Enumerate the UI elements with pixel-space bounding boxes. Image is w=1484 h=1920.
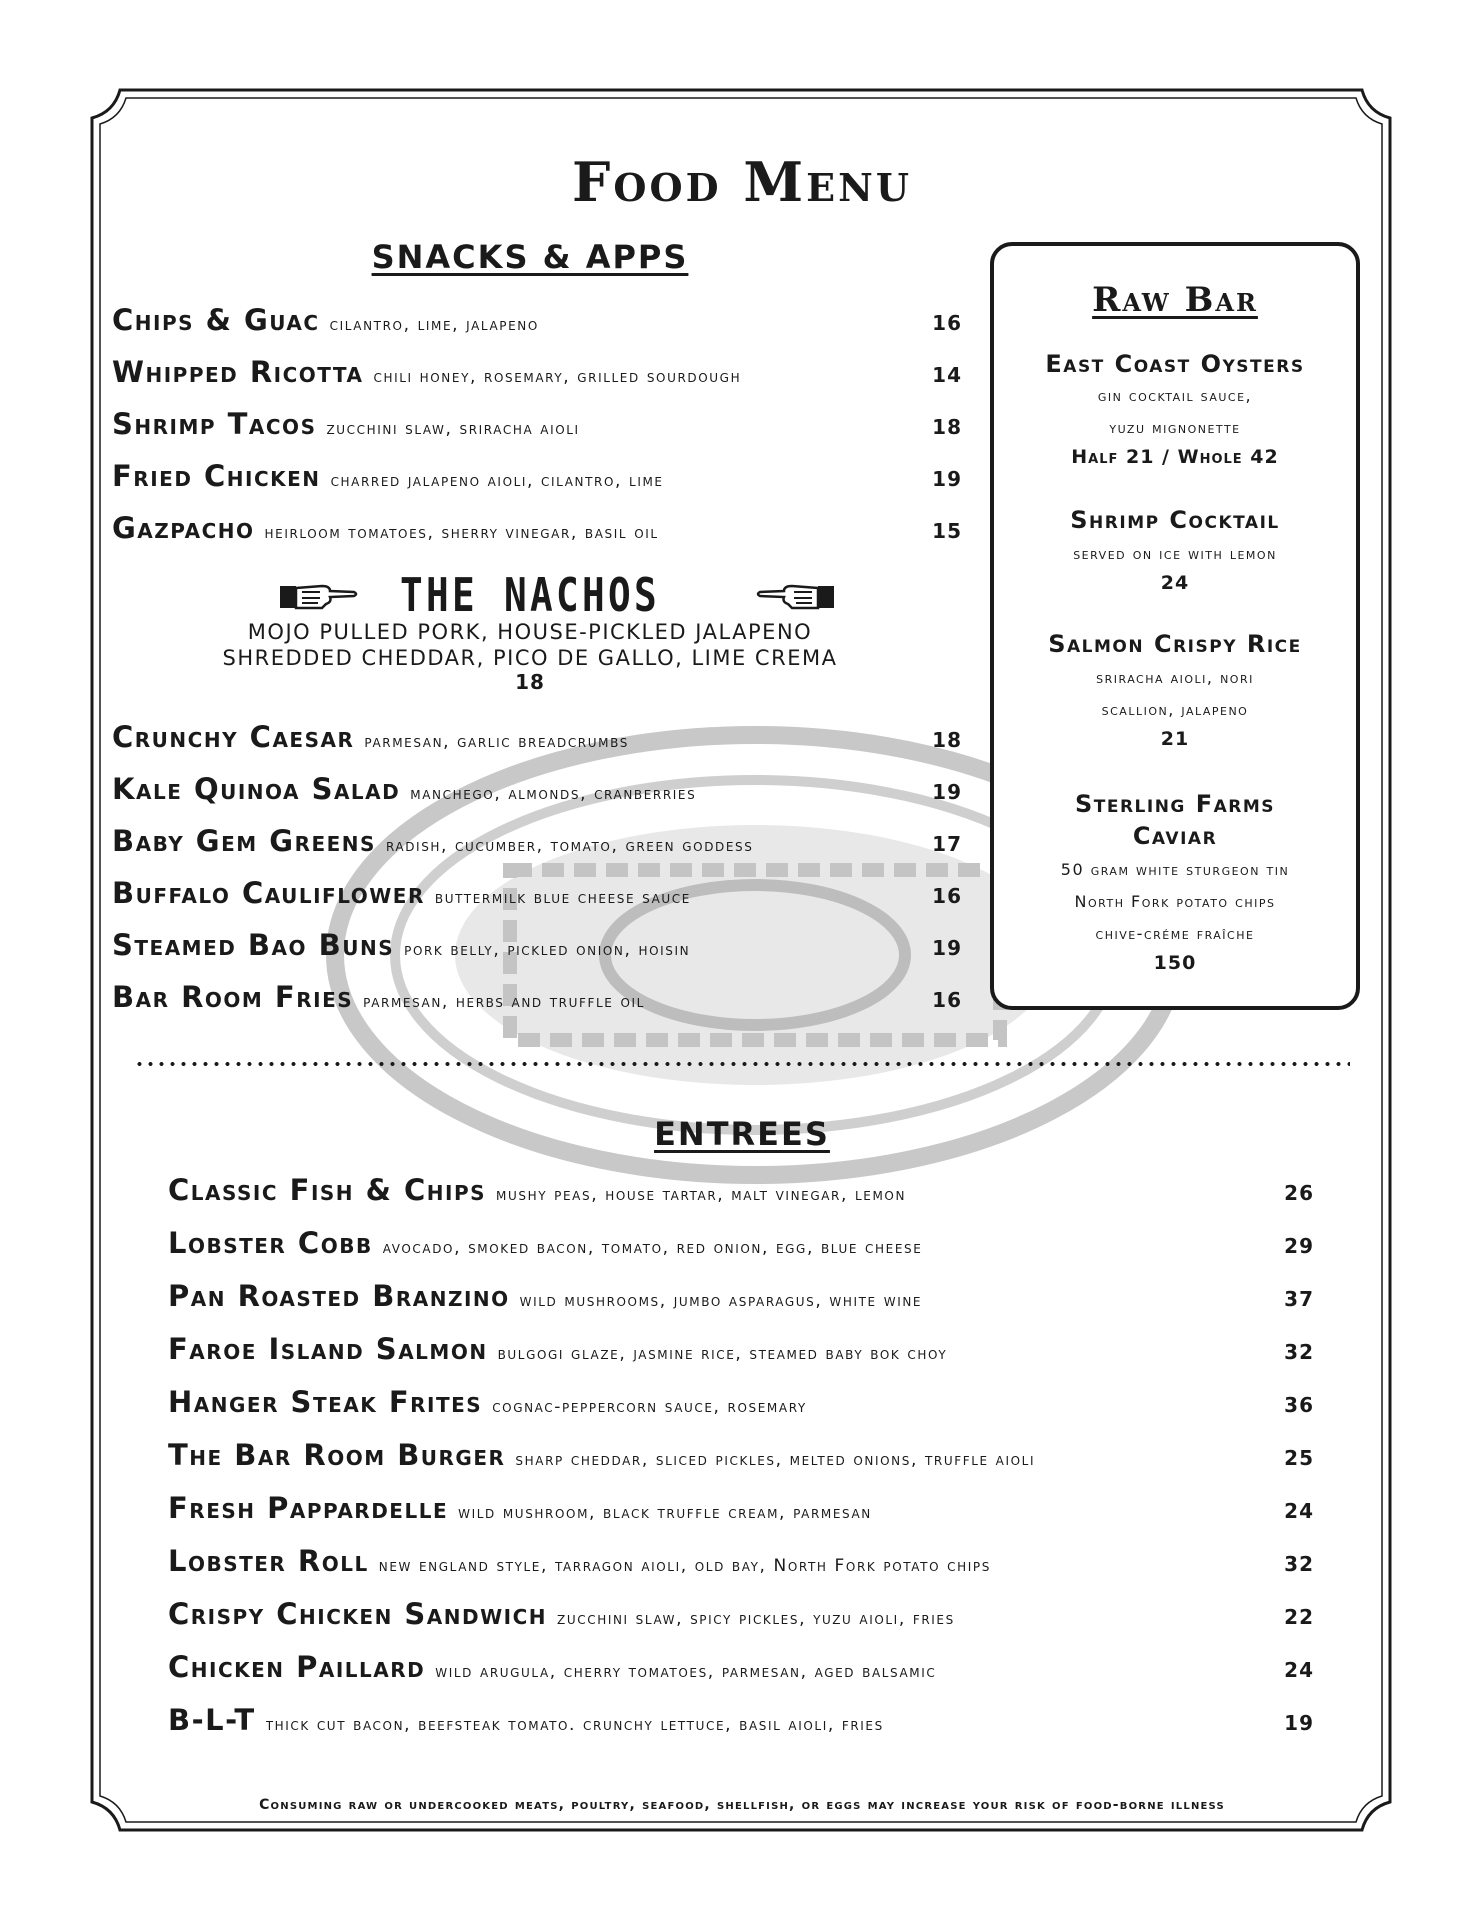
item-description: bulgogi glaze, jasmine rice, steamed baby bok choy: [497, 1344, 948, 1364]
raw-bar-item-description: 50 gram white sturgeon tin: [1060, 860, 1290, 879]
item-description: buttermilk blue cheese sauce: [434, 888, 691, 908]
item-description: mushy peas, house tartar, malt vinegar, lemon: [496, 1185, 907, 1205]
raw-bar-item-price: 24: [1160, 572, 1190, 594]
pointing-hand-icon: [756, 578, 836, 614]
item-price: 19: [932, 780, 962, 804]
item-description: zucchini slaw, sriracha aioli: [326, 419, 580, 439]
raw-bar-item-description: yuzu mignonette: [1109, 418, 1241, 437]
item-description: heirloom tomatoes, sherry vinegar, basil oil: [264, 523, 659, 543]
item-price: 29: [1284, 1234, 1314, 1258]
item-name: Faroe Island Salmon: [168, 1332, 488, 1366]
menu-item: [168, 1226, 1314, 1260]
item-price: 37: [1284, 1287, 1314, 1311]
menu-item: [168, 1597, 1314, 1631]
item-name: Kale Quinoa Salad: [112, 772, 401, 806]
item-name: The Bar Room Burger: [168, 1438, 506, 1472]
menu-item: [112, 303, 962, 337]
item-price: 16: [932, 884, 962, 908]
menu-item: [112, 720, 962, 754]
item-name: Baby Gem Greens: [112, 824, 376, 858]
item-description: wild mushrooms, jumbo asparagus, white wine: [519, 1291, 923, 1311]
item-name: Lobster Cobb: [168, 1226, 373, 1260]
nachos-title: THE NACHOS: [400, 568, 660, 622]
item-name: Chips & Guac: [112, 303, 320, 337]
item-price: 32: [1284, 1340, 1314, 1364]
item-price: 18: [932, 728, 962, 752]
raw-bar-item-price: 150: [1153, 952, 1197, 974]
item-name: Lobster Roll: [168, 1544, 369, 1578]
raw-bar-item-description: chive-créme fraîche: [1095, 924, 1255, 943]
raw-bar-item-price: Half 21 / Whole 42: [1071, 446, 1279, 468]
item-name: Steamed Bao Buns: [112, 928, 395, 962]
item-price: 24: [1284, 1499, 1314, 1523]
item-description: charred jalapeno aioli, cilantro, lime: [330, 471, 664, 491]
item-description: chili honey, rosemary, grilled sourdough: [373, 367, 742, 387]
item-description: cilantro, lime, jalapeno: [329, 315, 539, 335]
raw-bar-item-description: scallion, jalapeno: [1101, 700, 1249, 719]
snacks-heading: SNACKS & APPS: [371, 238, 689, 276]
menu-item: [168, 1385, 1314, 1419]
item-name: Classic Fish & Chips: [168, 1173, 487, 1207]
item-description: new england style, tarragon aioli, old bay, North Fork potato chips: [378, 1556, 991, 1576]
menu-item: [112, 459, 962, 493]
item-price: 24: [1284, 1658, 1314, 1682]
item-name: Chicken Paillard: [168, 1650, 426, 1684]
nachos-price: 18: [515, 670, 545, 694]
item-description: radish, cucumber, tomato, green goddess: [385, 836, 754, 856]
item-price: 36: [1284, 1393, 1314, 1417]
item-price: 17: [932, 832, 962, 856]
item-description: zucchini slaw, spicy pickles, yuzu aioli, fries: [557, 1609, 955, 1629]
menu-item: [112, 772, 962, 806]
menu-item: [168, 1279, 1314, 1313]
menu-item: [168, 1703, 1314, 1737]
item-name: Bar Room Fries: [112, 980, 354, 1014]
raw-bar-item-name: Salmon Crispy Rice: [1048, 630, 1302, 658]
item-price: 32: [1284, 1552, 1314, 1576]
raw-bar-title: Raw Bar: [1092, 280, 1258, 320]
health-disclaimer: Consuming raw or undercooked meats, poultry, seafood, shellfish, or eggs may increase your risk of food-borne illness: [259, 1797, 1225, 1813]
item-description: wild arugula, cherry tomatoes, parmesan, aged balsamic: [435, 1662, 937, 1682]
menu-item: [168, 1332, 1314, 1366]
item-description: manchego, almonds, cranberries: [410, 784, 697, 804]
raw-bar-panel: [990, 242, 1360, 1010]
item-price: 18: [932, 415, 962, 439]
nachos-description-line: MOJO PULLED PORK, HOUSE-PICKLED JALAPENO: [247, 620, 813, 644]
item-description: thick cut bacon, beefsteak tomato. crunchy lettuce, basil aioli, fries: [265, 1715, 884, 1735]
menu-item: [168, 1544, 1314, 1578]
item-name: Buffalo Cauliflower: [112, 876, 425, 910]
item-name: Pan Roasted Branzino: [168, 1279, 510, 1313]
raw-bar-item-name: Sterling Farms: [1074, 790, 1276, 818]
menu-item: [168, 1438, 1314, 1472]
item-price: 14: [932, 363, 962, 387]
item-price: 19: [1284, 1711, 1314, 1735]
item-name: Whipped Ricotta: [112, 355, 364, 389]
item-description: parmesan, garlic breadcrumbs: [364, 732, 629, 752]
item-name: Hanger Steak Frites: [168, 1385, 483, 1419]
item-price: 16: [932, 988, 962, 1012]
raw-bar-item-description: North Fork potato chips: [1074, 892, 1276, 911]
page-title: Food Menu: [572, 150, 912, 214]
item-name: Fried Chicken: [112, 459, 321, 493]
item-price: 15: [932, 519, 962, 543]
item-description: wild mushroom, black truffle cream, parmesan: [458, 1503, 872, 1523]
item-price: 22: [1284, 1605, 1314, 1629]
item-name: B-L-T: [168, 1703, 256, 1737]
item-price: 16: [932, 311, 962, 335]
nachos-description-line: SHREDDED CHEDDAR, PICO DE GALLO, LIME CREMA: [222, 646, 838, 670]
item-description: avocado, smoked bacon, tomato, red onion, egg, blue cheese: [382, 1238, 923, 1258]
raw-bar-item-description: gin cocktail sauce,: [1097, 386, 1253, 405]
item-price: 19: [932, 467, 962, 491]
menu-item: [168, 1491, 1314, 1525]
menu-item: [112, 928, 962, 962]
item-price: 19: [932, 936, 962, 960]
item-price: 25: [1284, 1446, 1314, 1470]
menu-item: [112, 407, 962, 441]
item-name: Fresh Pappardelle: [168, 1491, 449, 1525]
item-description: cognac-peppercorn sauce, rosemary: [492, 1397, 807, 1417]
item-name: Crunchy Caesar: [112, 720, 355, 754]
raw-bar-item-name: Caviar: [1132, 822, 1218, 850]
menu-item: [112, 824, 962, 858]
item-description: pork belly, pickled onion, hoisin: [404, 940, 691, 960]
menu-item: [112, 876, 962, 910]
item-description: sharp cheddar, sliced pickles, melted onions, truffle aioli: [515, 1450, 1036, 1470]
menu-item: [112, 980, 962, 1014]
item-name: Shrimp Tacos: [112, 407, 317, 441]
raw-bar-item-name: Shrimp Cocktail: [1070, 506, 1280, 534]
section-divider: [134, 1060, 1350, 1068]
item-name: Crispy Chicken Sandwich: [168, 1597, 548, 1631]
menu-item: [168, 1173, 1314, 1207]
menu-item: [168, 1650, 1314, 1684]
item-description: parmesan, herbs and truffle oil: [363, 992, 645, 1012]
menu-item: [112, 511, 962, 545]
item-price: 26: [1284, 1181, 1314, 1205]
raw-bar-item-description: sriracha aioli, nori: [1096, 668, 1254, 687]
entrees-heading: ENTREES: [654, 1115, 830, 1153]
raw-bar-item-description: served on ice with lemon: [1073, 544, 1277, 563]
raw-bar-item-name: East Coast Oysters: [1045, 350, 1305, 378]
menu-item: [112, 355, 962, 389]
item-name: Gazpacho: [112, 511, 255, 545]
raw-bar-item-price: 21: [1160, 728, 1190, 750]
